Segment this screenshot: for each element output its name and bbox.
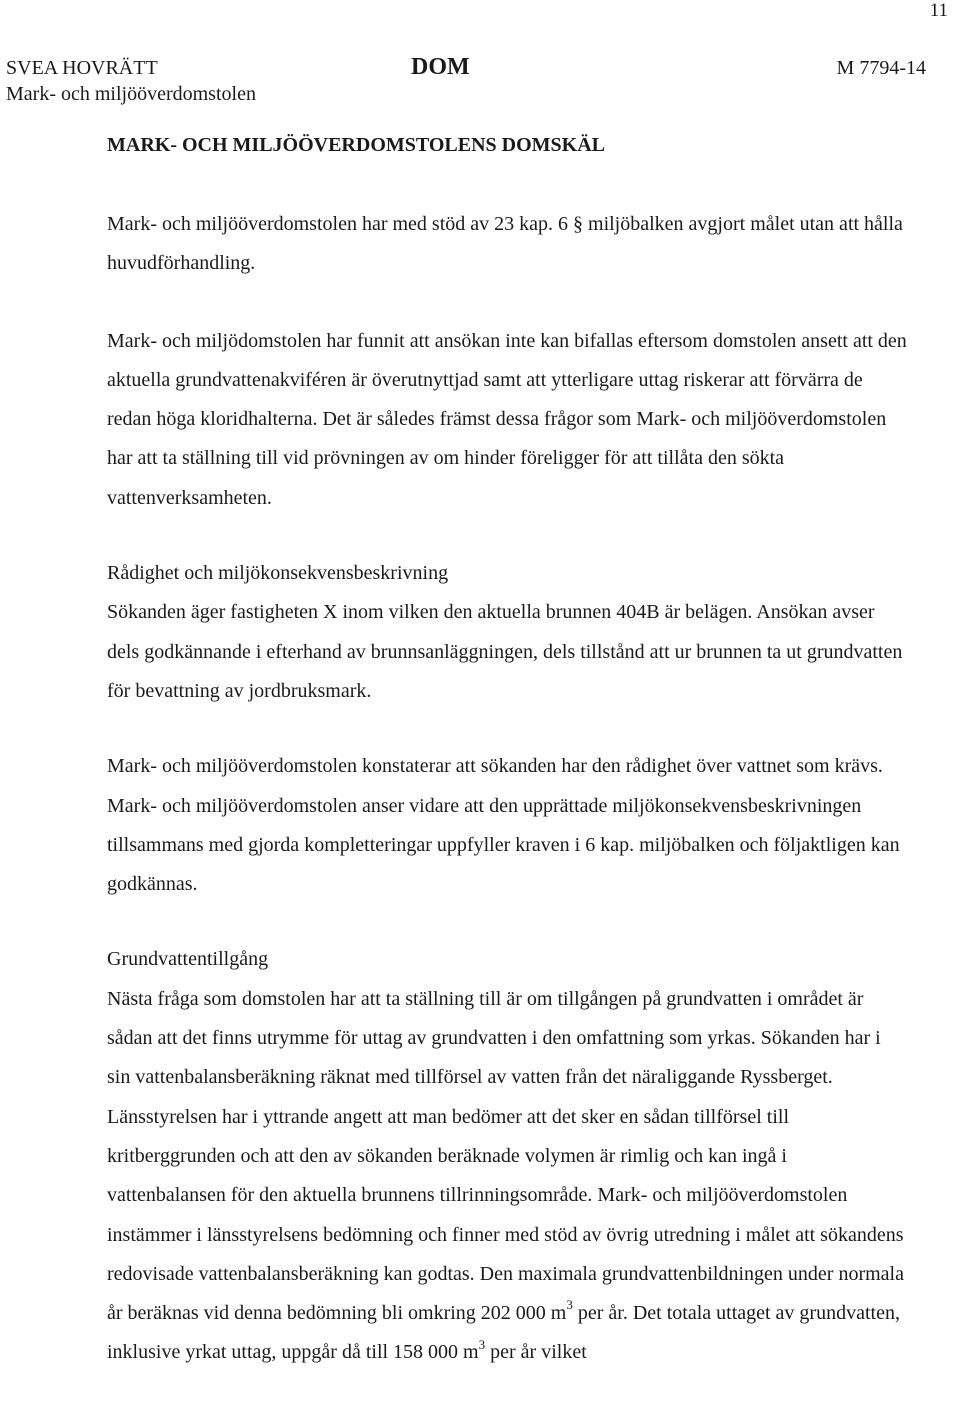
section-heading: MARK- OCH MILJÖÖVERDOMSTOLENS DOMSKÄL (107, 134, 605, 156)
header-court-name: SVEA HOVRÄTT (6, 57, 158, 79)
header-case-number: M 7794-14 (836, 57, 926, 79)
paragraph-groundwater-part-b: per år. Det totala uttaget av grundvatten, inklusive yrkat uttag, uppgår då till 158 000 m (107, 1302, 900, 1364)
superscript-cubic: 3 (566, 1297, 573, 1313)
paragraph-groundwater-part-c: per år vilket (485, 1341, 587, 1364)
paragraph-application: Sökanden äger fastigheten X inom vilken den aktuella brunnen 404B är belägen. Ansökan avser dels godkännande i efterhand av brunnsanläggningen, dels tillstånd att ur brunnen ta ut grundvatten för bevattning av jordbruksmark. (107, 601, 903, 702)
subheading-radighet: Rådighet och miljökonsekvensbeskrivning (107, 562, 449, 585)
superscript-cubic: 3 (478, 1336, 486, 1352)
header-document-type: DOM (411, 54, 470, 80)
document-body (107, 127, 907, 1373)
paragraph-groundwater (107, 980, 907, 1373)
header-division-name: Mark- och miljööverdomstolen (6, 83, 256, 105)
paragraph-lower-court-finding: Mark- och miljödomstolen har funnit att ansökan inte kan bifallas eftersom domstolen ansett att den aktuella grundvattenakviféren är överutnyttjad samt att ytterligare uttag riskerar att förvärra de redan höga kloridhalterna. Det är således främst dessa frågor som Mark- och miljööverdomstolen har att ta ställning till vid prövningen av om hinder föreligger för att tillåta den sökta vattenverksamheten. (107, 329, 907, 509)
paragraph-procedure: Mark- och miljööverdomstolen har med stöd av 23 kap. 6 § miljöbalken avgjort målet utan att hålla huvudförhandling. (107, 213, 903, 275)
subheading-grundvattentillgang: Grundvattentillgång (107, 948, 269, 971)
paragraph-radighet-assessment: Mark- och miljööverdomstolen konstaterar att sökanden har den rådighet över vattnet som krävs. Mark- och miljööverdomstolen anser vidare att den upprättade miljökonsekvensbeskrivningen tillsammans med gjorda kompletteringar uppfyller kraven i 6 kap. miljöbalken och följaktligen kan godkännas. (107, 755, 900, 896)
paragraph-groundwater-part-a: Nästa fråga som domstolen har att ta ställning till är om tillgången på grundvatten i området är sådan att det finns utrymme för uttag av grundvatten i den omfattning som yrkas. Sökanden har i sin vattenbalansberäkning räknat med tillförsel av vatten från det näraliggande Ryssberget. Länsstyrelsen har i yttrande angett att man bedömer att det sker en sådan tillförsel till kritberggrunden och att den av sökanden beräknade volymen är rimlig och kan ingå i vattenbalansen för den aktuella brunnens tillrinningsområde. Mark- och miljööverdomstolen instämmer i länsstyrelsens bedömning och finner med stöd av övrig utredning i målet att sökandens redovisade vattenbalansberäkning kan godtas. Den maximala grundvattenbildningen under normala år beräknas vid denna bedömning bli omkring 202 000 m (107, 987, 904, 1325)
page-number: 11 (929, 0, 948, 21)
